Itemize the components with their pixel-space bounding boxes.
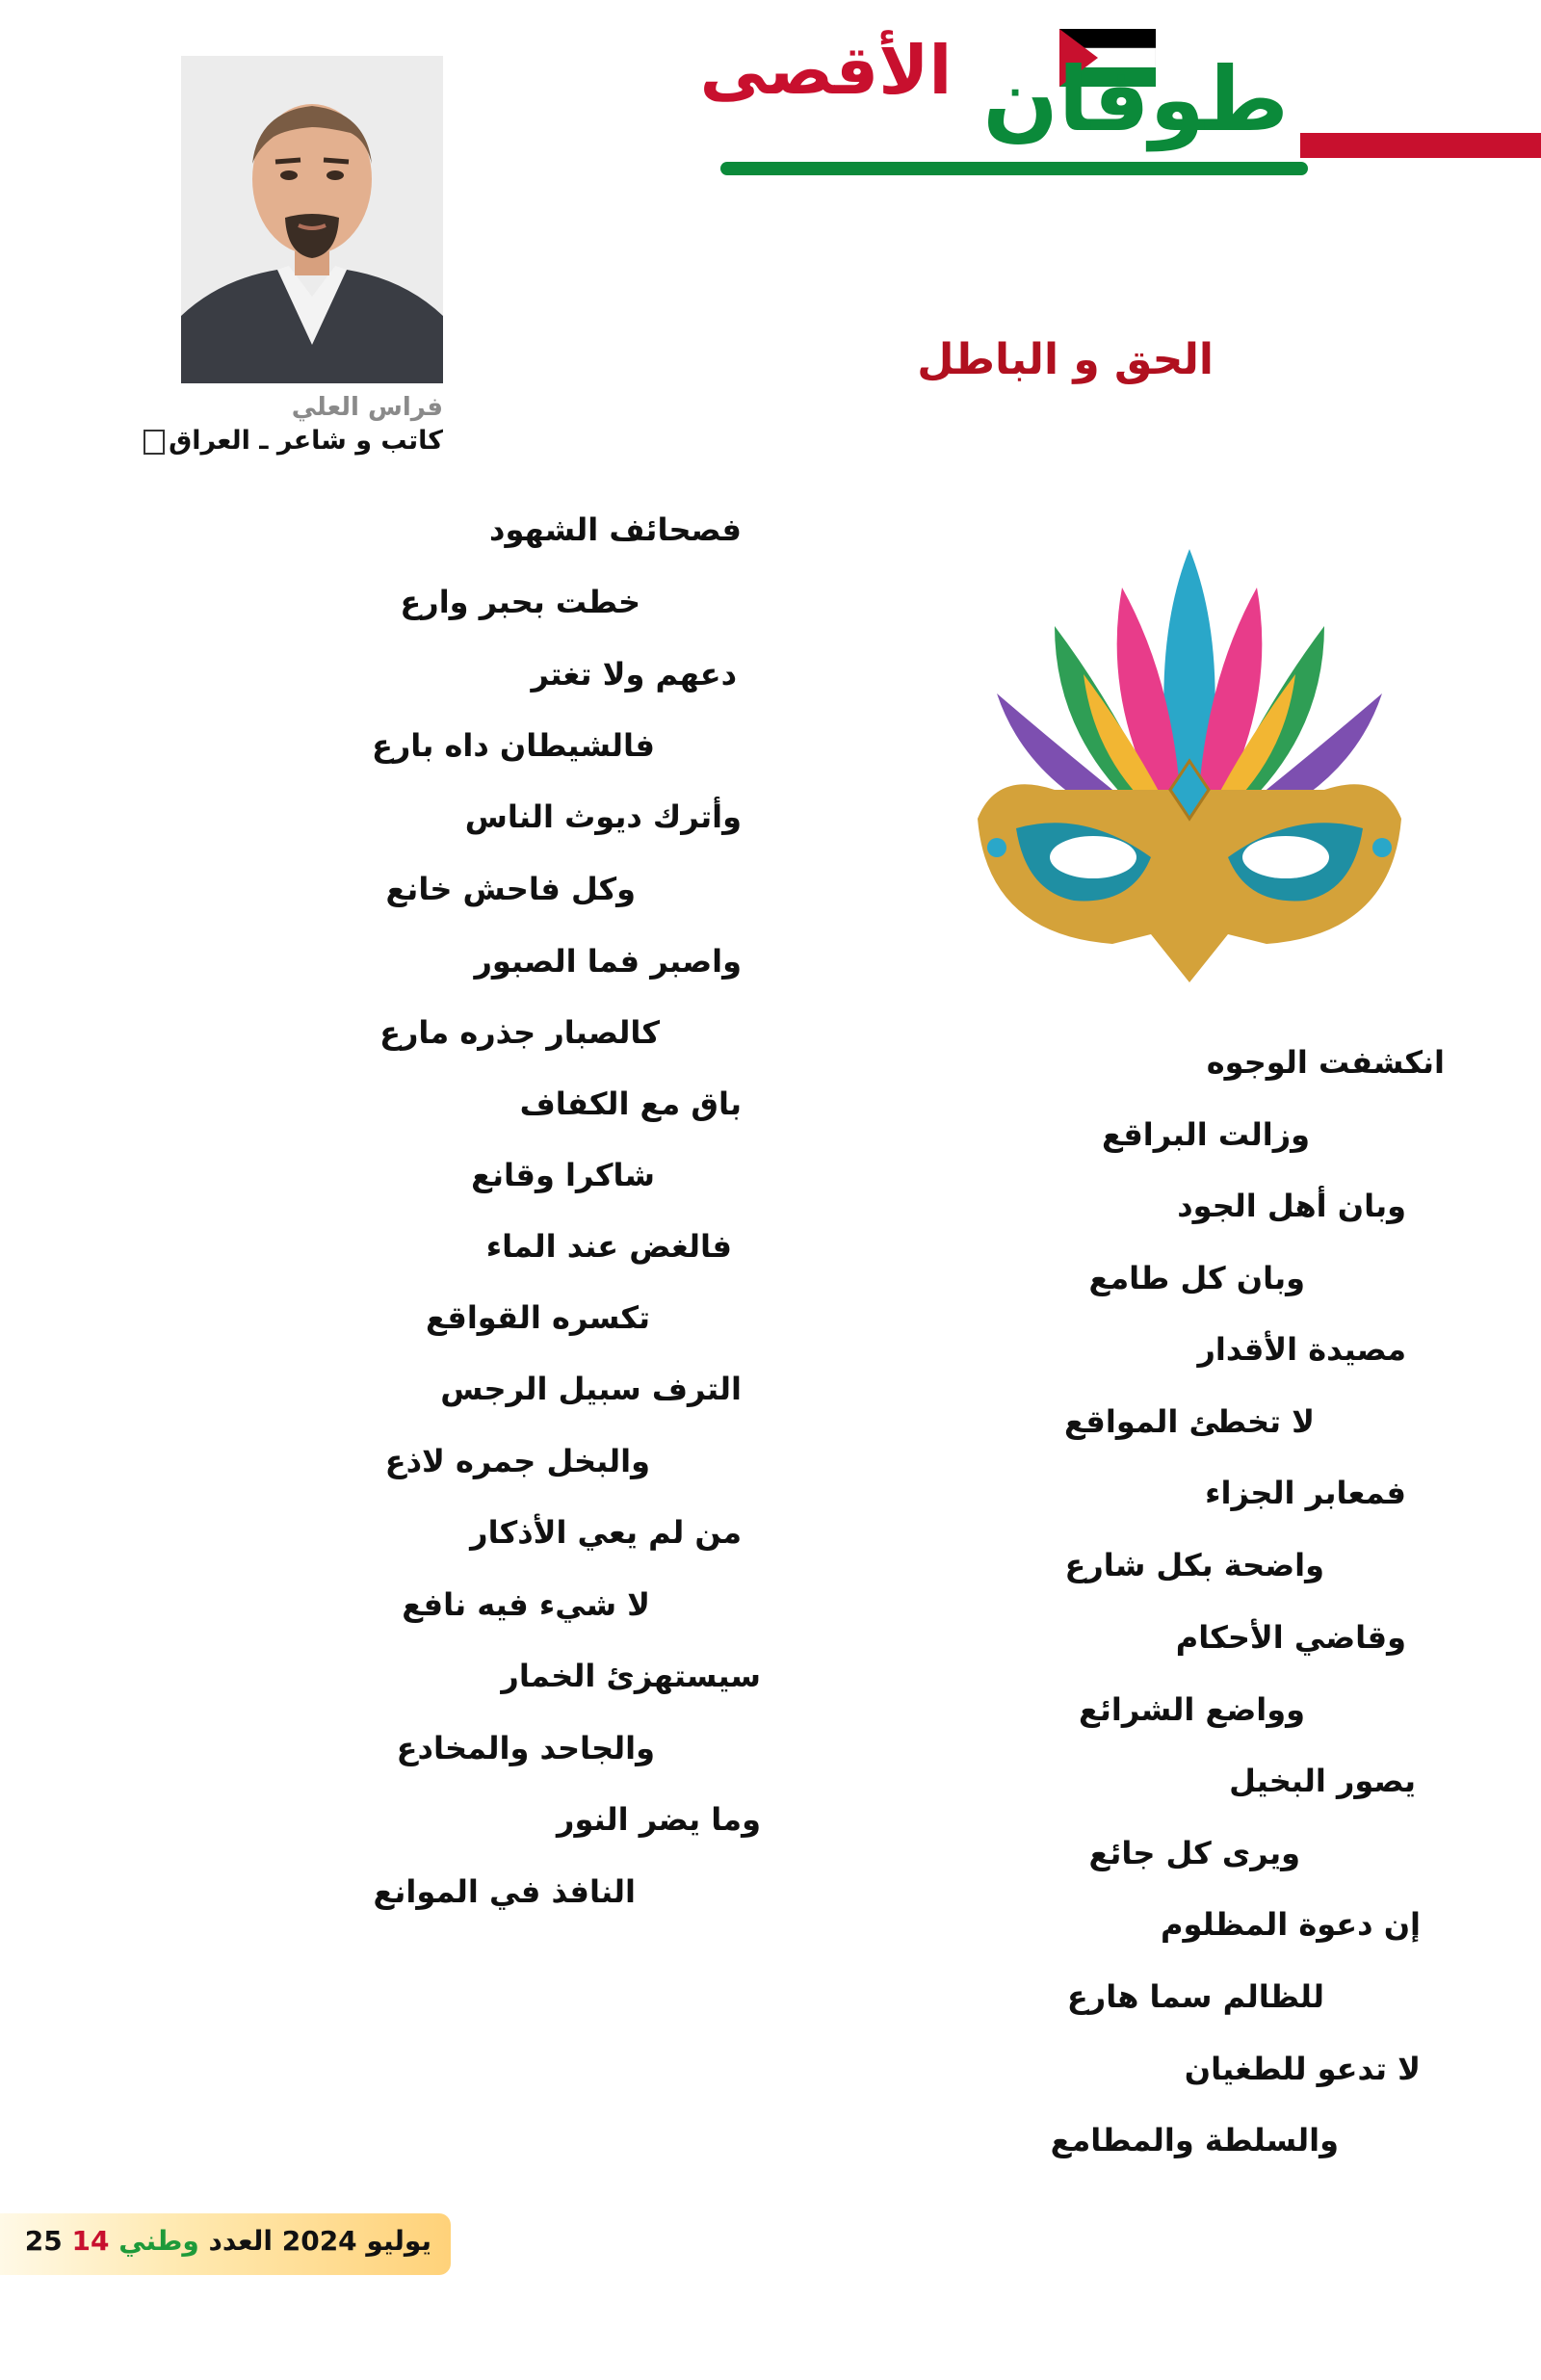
poem-line: وقاضي الأحكام [1175, 1619, 1406, 1656]
poem-line: وكل فاحش خانع [385, 871, 636, 907]
poem-line: فمعابر الجزاء [1205, 1475, 1406, 1511]
masthead-word-1: طوف [1091, 48, 1289, 151]
poem-line: دعهم ولا تغتر [531, 656, 737, 693]
page-footer [0, 2213, 451, 2275]
masthead-word-3: ان [982, 48, 1092, 151]
author-name: فراس العلي [291, 393, 443, 422]
placeholder-box-icon [144, 430, 165, 455]
author-role [116, 426, 443, 456]
footer-magazine-name: وطني [118, 2225, 199, 2257]
masthead-red-bar [1300, 133, 1541, 158]
masthead-word-2: الأقصى [699, 31, 953, 110]
poem-line: فالغض عند الماء [485, 1228, 732, 1265]
footer-issue-label: العدد [208, 2225, 273, 2257]
poem-line: وبان كل طامع [1088, 1260, 1305, 1296]
poem-line: واصبر فما الصبور [474, 943, 742, 980]
poem-line: من لم يعي الأذكار [470, 1514, 742, 1551]
footer-issue-date: 25 يوليو 2024 [24, 2225, 431, 2257]
poem-line: وما يضر النور [557, 1801, 761, 1838]
poem-line: سيستهزئ الخمار [501, 1658, 761, 1694]
carnival-mask-icon [939, 530, 1440, 1011]
poem-line: وأترك ديوث الناس [464, 798, 742, 835]
poem-line: والجاحد والمخادع [396, 1730, 655, 1766]
poem-title: الحق و الباطل [917, 335, 1214, 384]
poem-line: يصور البخيل [1229, 1763, 1416, 1799]
poem-line: وبان أهل الجود [1177, 1188, 1406, 1224]
poem-line: النافذ في الموانع [373, 1873, 636, 1910]
poem-line: إن دعوة المظلوم [1161, 1906, 1421, 1943]
author-photo [181, 56, 443, 383]
poem-line: وزالت البراقع [1101, 1116, 1310, 1153]
poem-line: تكسره القواقع [426, 1299, 650, 1336]
masthead-title [699, 31, 1289, 165]
masthead-logo [699, 19, 1541, 183]
footer-page-number: 14 [71, 2225, 110, 2257]
poem-line: باق مع الكفاف [519, 1085, 742, 1122]
poem-line: والسلطة والمطامع [1050, 2122, 1339, 2158]
poem-line: مصيدة الأقدار [1197, 1331, 1406, 1368]
poem-line: كالصبار جذره مارع [379, 1014, 660, 1051]
poem-line: لا شيء فيه نافع [402, 1586, 650, 1623]
poem-line: فصحائف الشهود [489, 511, 742, 548]
poem-line: للظالم سما هارع [1066, 1978, 1324, 2015]
poem-line: لا تدعو للطغيان [1184, 2051, 1421, 2087]
poem-line: ويرى كل جائع [1088, 1835, 1300, 1871]
poem-line: واضحة بكل شارع [1064, 1547, 1324, 1583]
poem-line: وواضع الشرائع [1079, 1691, 1305, 1728]
poem-line: والبخل جمره لاذع [384, 1443, 650, 1479]
poem-line: انكشفت الوجوه [1206, 1044, 1445, 1081]
author-role-text: كاتب و شاعر ـ العراق [169, 426, 443, 456]
poem-line: لا تخطئ المواقع [1064, 1403, 1315, 1440]
poem-line: شاكرا وقانع [471, 1157, 655, 1193]
footer-text [25, 2225, 431, 2257]
poem-line: الترف سبيل الرجس [440, 1371, 742, 1407]
poem-line: فالشيطان داه بارع [372, 727, 655, 764]
poem-line: خطت بحبر وارع [400, 584, 640, 620]
